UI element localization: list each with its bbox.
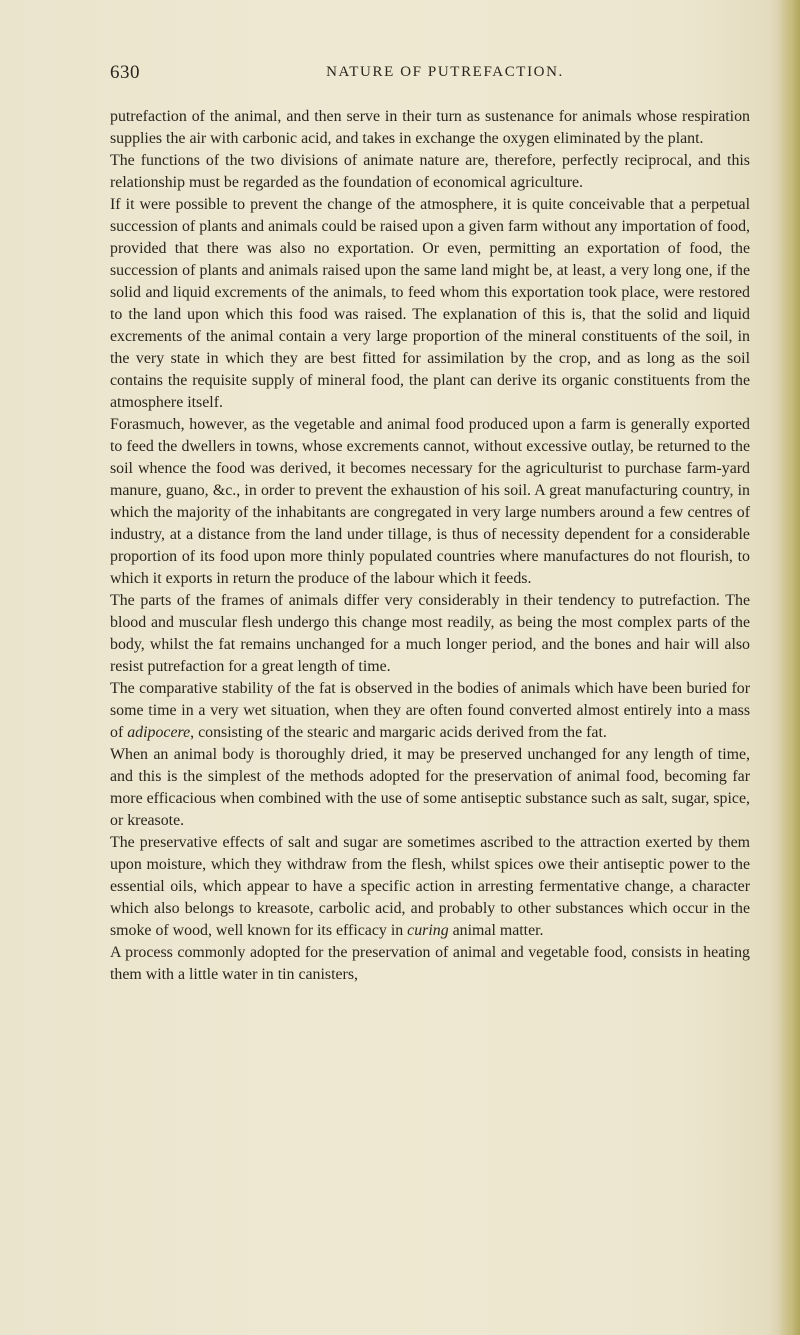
paragraph-6 xyxy=(110,678,750,744)
term-adipocere: adipocere xyxy=(127,724,191,741)
term-curing: curing xyxy=(407,922,449,939)
page-number: 630 xyxy=(110,62,140,83)
body-text xyxy=(110,106,750,986)
paragraph-2: The functions of the two divisions of animate nature are, therefore, perfectly reciprocal, and this relationship must be regarded as the foundation of economical agriculture. xyxy=(110,152,750,191)
paragraph-8-text-a: The preservative effects of salt and sugar are sometimes ascribed to the attraction exerted by them upon moisture, which they withdraw from the flesh, whilst spices owe their antiseptic power to the essential oils, which appear to have a specific action in arresting fermentative change, a character which also belongs to kreasote, carbolic acid, and probably to other substances which occur in the smoke of wood, well known for its efficacy in xyxy=(110,834,750,939)
paragraph-6-text-a: The comparative stability of the fat is observed in the bodies of animals which have been buried for some time in a very wet situation, when they are often found converted almost entirely into a mass of xyxy=(110,680,750,741)
paragraph-7: When an animal body is thoroughly dried, it may be preserved unchanged for any length of time, and this is the simplest of the methods adopted for the preservation of animal food, becoming far more efficacious when combined with the use of some antiseptic substance such as salt, sugar, spice, or kreasote. xyxy=(110,746,750,829)
paragraph-6-text-b: , consisting of the stearic and margaric acids derived from the fat. xyxy=(190,724,607,741)
paragraph-9: A process commonly adopted for the preservation of animal and vegetable food, consists in heating them with a little water in tin canisters, xyxy=(110,944,750,983)
running-title: NATURE OF PUTREFACTION. xyxy=(326,64,564,80)
paragraph-4: Forasmuch, however, as the vegetable and animal food produced upon a farm is generally exported to feed the dwellers in towns, whose excrements cannot, without excessive outlay, be returned to the soil whence the food was derived, it becomes necessary for the agriculturist to purchase farm-yard manure, guano, &c., in order to prevent the exhaustion of his soil. A great manufacturing country, in which the majority of the inhabitants are congregated in very large numbers around a few centres of industry, at a distance from the land under tillage, is thus of necessity dependent for a considerable proportion of its food upon more thinly populated countries where manufactures do not flourish, to which it exports in return the produce of the labour which it feeds. xyxy=(110,416,750,587)
paragraph-1: putrefaction of the animal, and then serve in their turn as sustenance for animals whose respiration supplies the air with carbonic acid, and takes in exchange the oxygen eliminated by the plant. xyxy=(110,108,750,147)
paragraph-5: The parts of the frames of animals differ very considerably in their tendency to putrefaction. The blood and muscular flesh undergo this change most readily, as being the most complex parts of the body, whilst the fat remains unchanged for a much longer period, and the bones and hair will also resist putrefaction for a great length of time. xyxy=(110,592,750,675)
page-header xyxy=(110,62,750,88)
paragraph-3: If it were possible to prevent the change of the atmosphere, it is quite conceivable that a perpetual succession of plants and animals could be raised upon a given farm without any importation of food, provided that there was also no exportation. Or even, permitting an exportation of food, the succession of plants and animals raised upon the same land might be, at least, a very long one, if the solid and liquid excrements of the animals, to feed whom this exportation took place, were restored to the land upon which this food was raised. The explanation of this is, that the solid and liquid excrements of the animal contain a very large proportion of the mineral constituents of the soil, in the very state in which they are best fitted for assimilation by the crop, and as long as the soil contains the requisite supply of mineral food, the plant can derive its organic constituents from the atmosphere itself. xyxy=(110,196,750,411)
paragraph-8 xyxy=(110,832,750,942)
paragraph-8-text-b: animal matter. xyxy=(448,922,544,939)
page-edge-shadow xyxy=(778,0,800,1335)
